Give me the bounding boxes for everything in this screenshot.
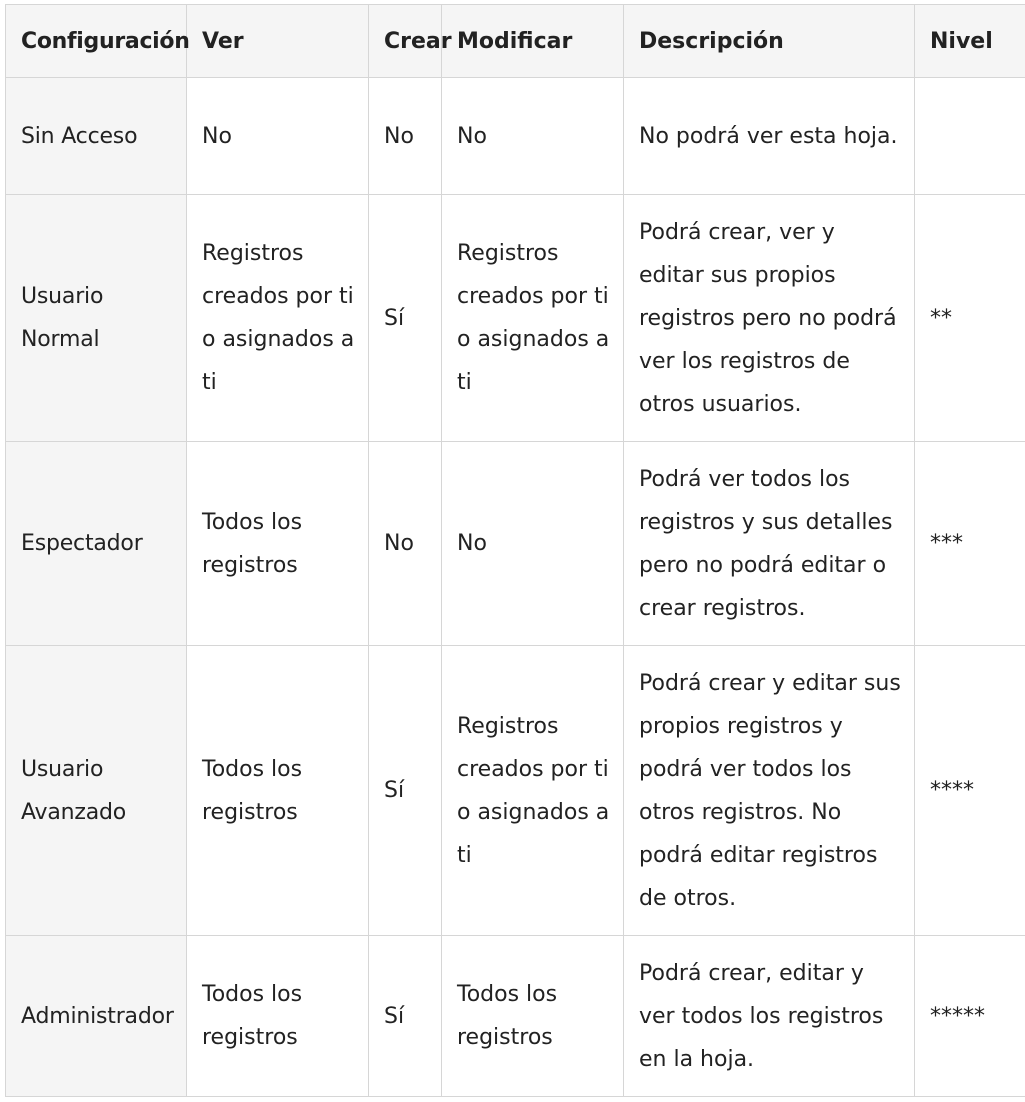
cell-configuracion: Usuario Avanzado — [6, 646, 187, 936]
cell-modificar: No — [442, 78, 624, 195]
cell-nivel — [915, 78, 1025, 195]
table-row — [6, 195, 1025, 442]
table-row — [6, 646, 1025, 936]
cell-nivel: *** — [915, 442, 1025, 646]
cell-nivel: **** — [915, 646, 1025, 936]
table-body — [6, 78, 1025, 1097]
header-ver: Ver — [187, 5, 369, 78]
cell-ver: Todos los registros — [187, 936, 369, 1097]
cell-modificar: Todos los registros — [442, 936, 624, 1097]
cell-configuracion: Usuario Normal — [6, 195, 187, 442]
header-row — [6, 5, 1025, 78]
cell-ver: Todos los registros — [187, 442, 369, 646]
cell-crear: Sí — [369, 195, 442, 442]
cell-nivel: ** — [915, 195, 1025, 442]
cell-descripcion: Podrá crear, ver y editar sus propios registros pero no podrá ver los registros de otros usuarios. — [624, 195, 915, 442]
table-row — [6, 78, 1025, 195]
cell-crear: Sí — [369, 646, 442, 936]
cell-descripcion: No podrá ver esta hoja. — [624, 78, 915, 195]
cell-nivel: ***** — [915, 936, 1025, 1097]
header-crear: Crear — [369, 5, 442, 78]
cell-crear: No — [369, 78, 442, 195]
permissions-table — [5, 4, 1025, 1097]
cell-configuracion: Sin Acceso — [6, 78, 187, 195]
cell-descripcion: Podrá crear, editar y ver todos los registros en la hoja. — [624, 936, 915, 1097]
table-row — [6, 442, 1025, 646]
cell-ver: Registros creados por ti o asignados a ti — [187, 195, 369, 442]
header-modificar: Modificar — [442, 5, 624, 78]
header-nivel: Nivel — [915, 5, 1025, 78]
header-descripcion: Descripción — [624, 5, 915, 78]
cell-modificar: No — [442, 442, 624, 646]
cell-ver: Todos los registros — [187, 646, 369, 936]
cell-modificar: Registros creados por ti o asignados a ti — [442, 195, 624, 442]
cell-descripcion: Podrá ver todos los registros y sus detalles pero no podrá editar o crear registros. — [624, 442, 915, 646]
cell-modificar: Registros creados por ti o asignados a ti — [442, 646, 624, 936]
cell-configuracion: Espectador — [6, 442, 187, 646]
cell-descripcion: Podrá crear y editar sus propios registros y podrá ver todos los otros registros. No podrá editar registros de otros. — [624, 646, 915, 936]
table-header — [6, 5, 1025, 78]
cell-configuracion: Administrador — [6, 936, 187, 1097]
cell-crear: No — [369, 442, 442, 646]
cell-crear: Sí — [369, 936, 442, 1097]
cell-ver: No — [187, 78, 369, 195]
header-configuracion: Configuración — [6, 5, 187, 78]
table-row — [6, 936, 1025, 1097]
